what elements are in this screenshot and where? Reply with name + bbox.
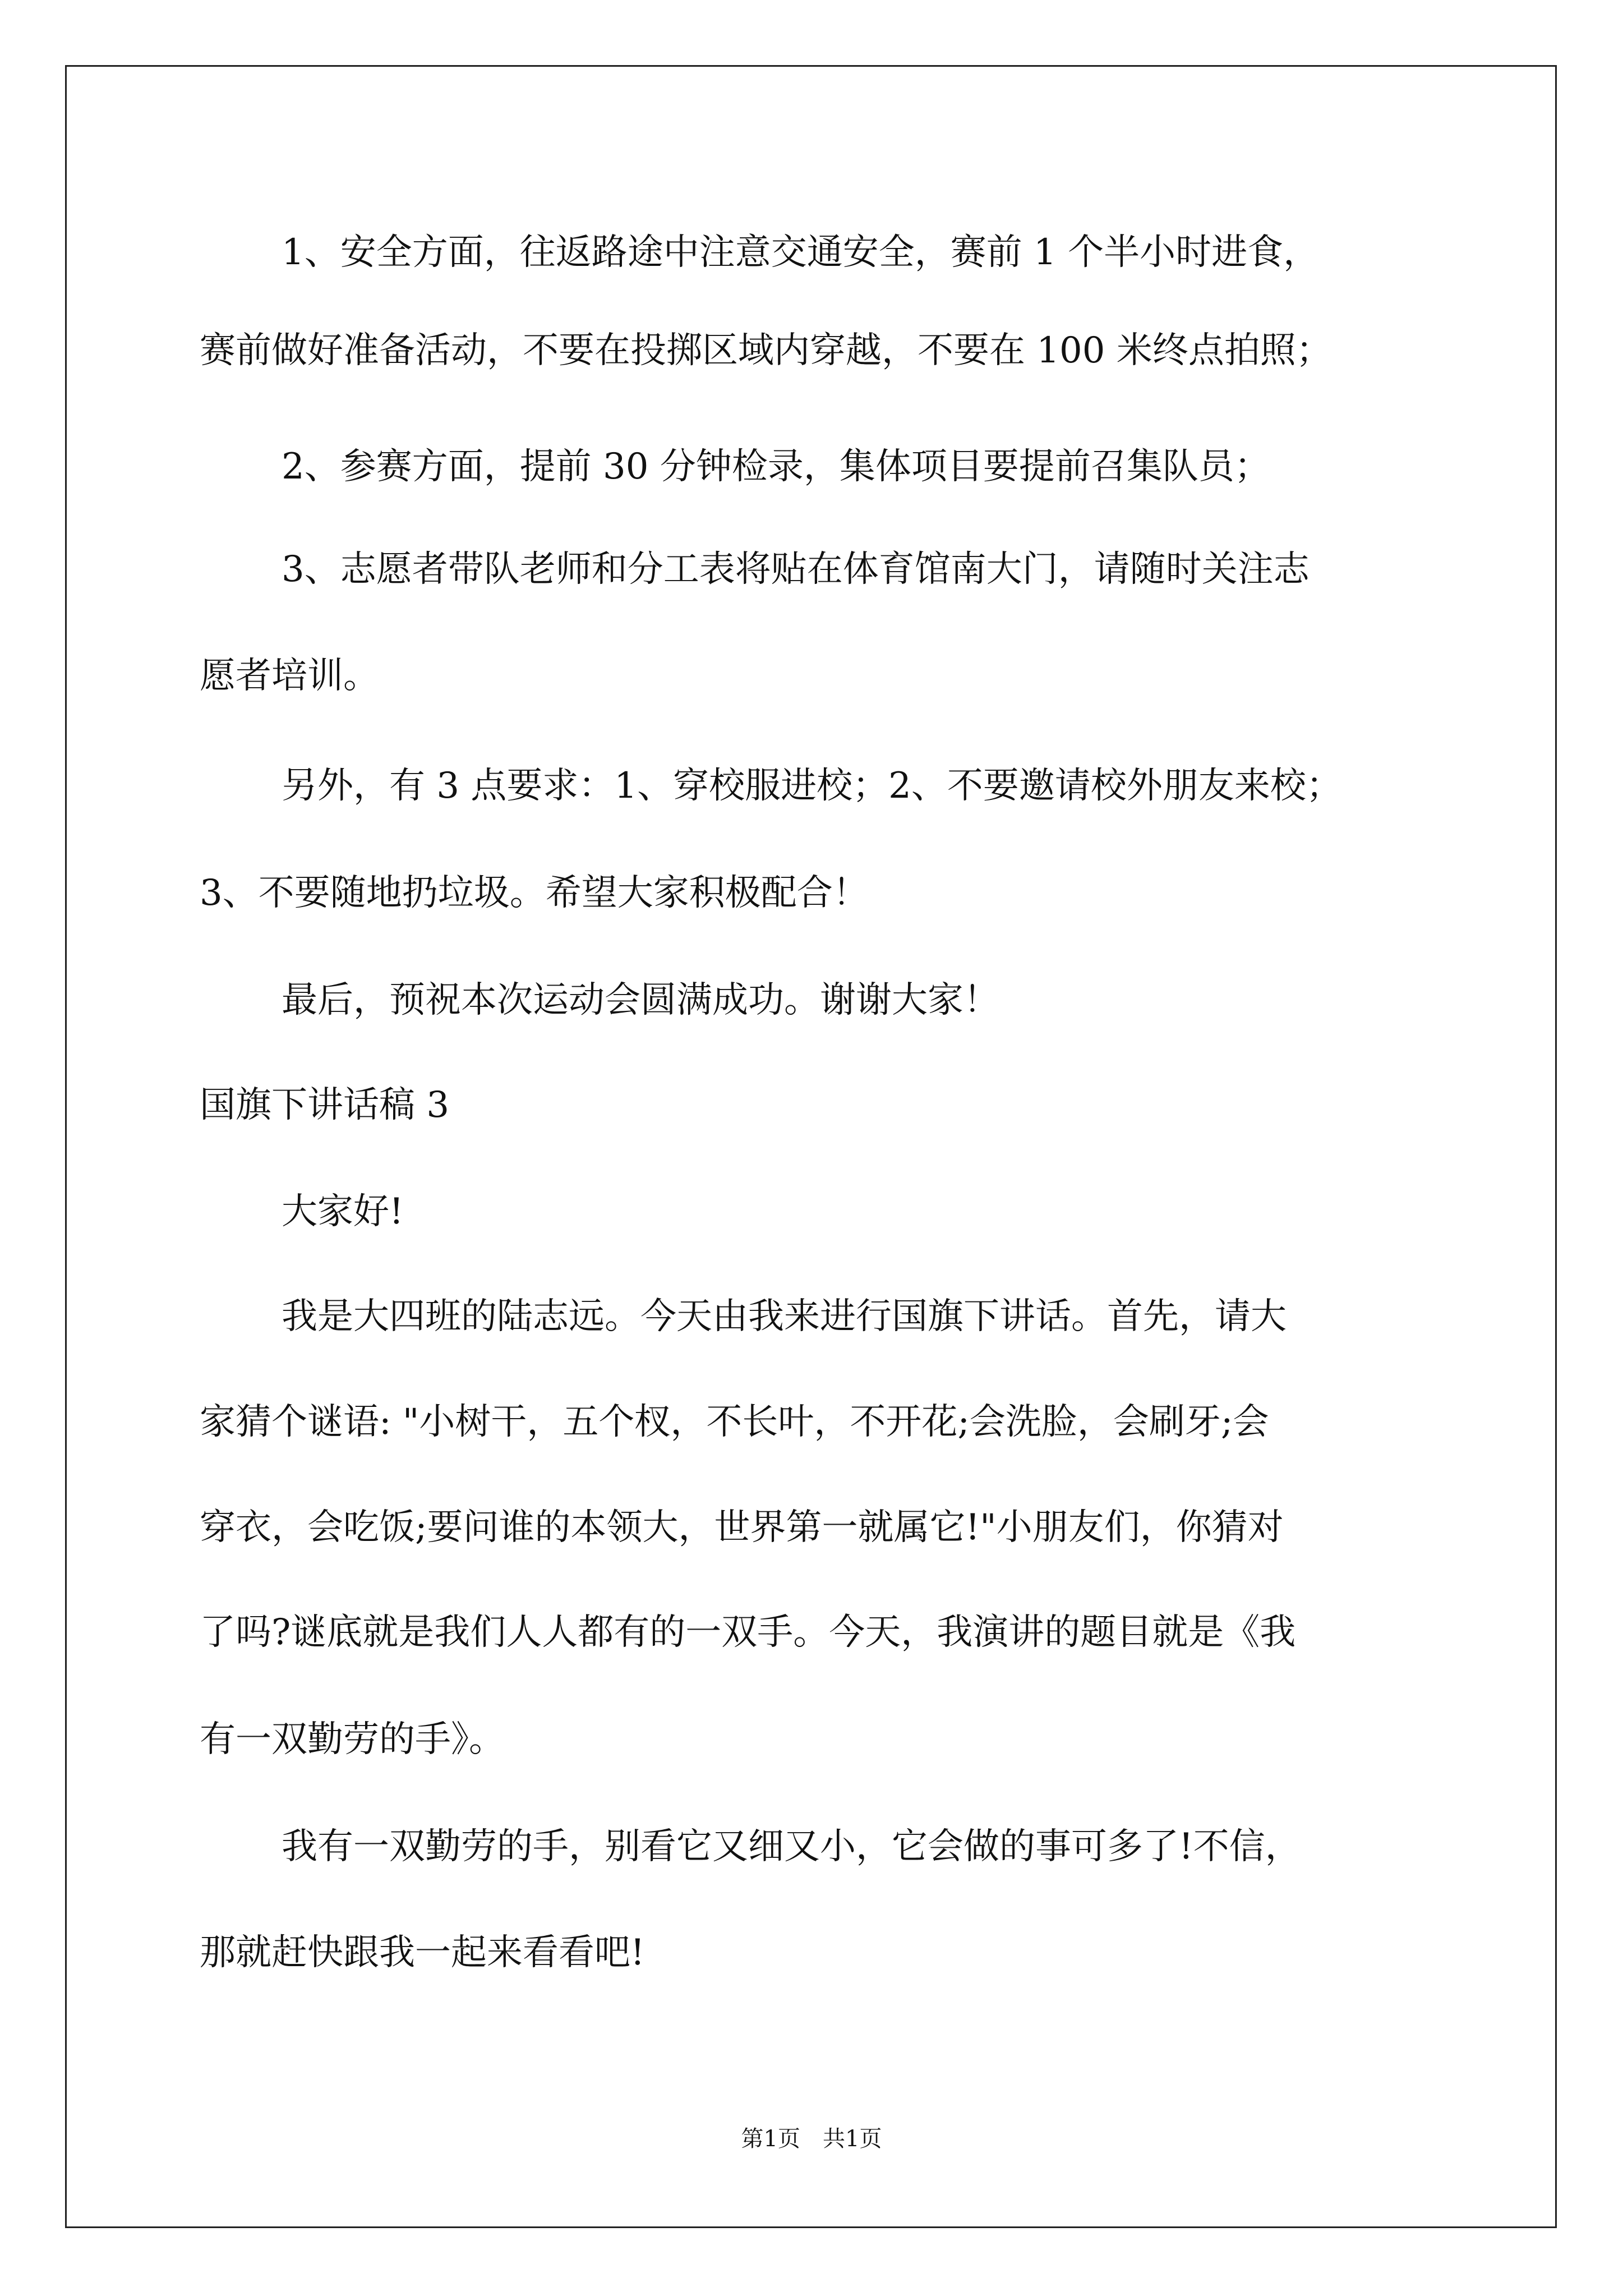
paragraph-line: 1、安全方面，往返路途中注意交通安全，赛前 1 个半小时进食，: [282, 232, 1320, 273]
paragraph-line: 另外，有 3 点要求：1、穿校服进校；2、不要邀请校外朋友来校；: [282, 765, 1342, 807]
paragraph-line: 那就赶快跟我一起来看看吧!: [200, 1932, 645, 1973]
greeting-line: 大家好!: [282, 1191, 404, 1232]
paragraph-line: 最后，预祝本次运动会圆满成功。谢谢大家！: [282, 979, 999, 1021]
paragraph-line: 3、不要随地扔垃圾。希望大家积极配合！: [200, 872, 869, 914]
paragraph-line: 有一双勤劳的手》。: [200, 1719, 505, 1760]
section-heading: 国旗下讲话稿 3: [200, 1084, 450, 1126]
page-border: [65, 65, 1557, 2228]
paragraph-line: 家猜个谜语: "小树干，五个杈，不长叶，不开花;会洗脸，会刷牙;会: [200, 1401, 1269, 1443]
paragraph-line: 赛前做好准备活动，不要在投掷区域内穿越，不要在 100 米终点拍照；: [200, 330, 1332, 371]
page-footer: 第1页 共1页: [741, 2126, 882, 2152]
paragraph-line: 我是大四班的陆志远。今天由我来进行国旗下讲话。首先，请大: [282, 1296, 1287, 1337]
paragraph-line: 了吗?谜底就是我们人人都有的一双手。今天，我演讲的题目就是《我: [200, 1612, 1296, 1653]
paragraph-line: 3、志愿者带队老师和分工表将贴在体育馆南大门，请随时关注志: [282, 549, 1310, 590]
paragraph-line: 2、参赛方面，提前 30 分钟检录，集体项目要提前召集队员；: [282, 446, 1270, 487]
paragraph-line: 愿者培训。: [200, 655, 379, 697]
paragraph-line: 穿衣，会吃饭;要问谁的本领大，世界第一就属它!"小朋友们，你猜对: [200, 1507, 1284, 1548]
paragraph-line: 我有一双勤劳的手，别看它又细又小，它会做的事可多了!不信，: [282, 1826, 1301, 1867]
